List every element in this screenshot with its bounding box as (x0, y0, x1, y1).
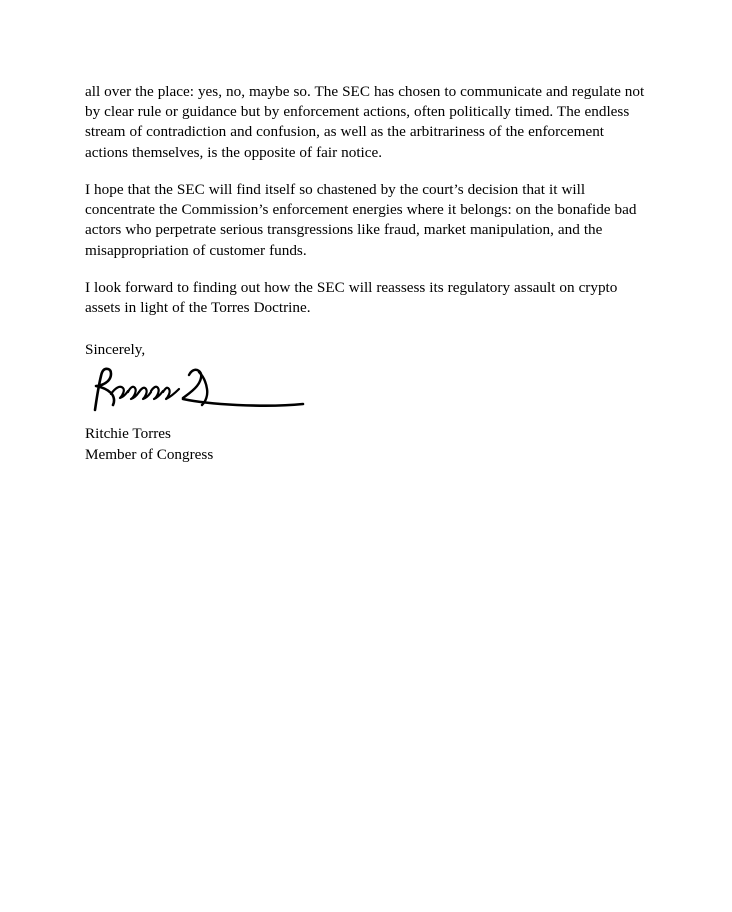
closing-salutation: Sincerely, (85, 341, 146, 359)
signer-title: Member of Congress (85, 445, 214, 463)
paragraph-2: I hope that the SEC will find itself so chastened by the court’s decision that it will concentrate the Commission’s enforcement energies where it belongs: on the bonafide bad actors who perpetrate serious transgressions like fraud, market manipulation, and the misappropriation of customer funds. (85, 180, 637, 259)
paragraph-3: I look forward to finding out how the SEC will reassess its regulatory assault on crypto assets in light of the Torres Doctrine. (85, 278, 618, 316)
letter-body (85, 82, 650, 465)
handwritten-signature-icon (87, 362, 347, 422)
signature-block (85, 362, 650, 424)
signer-name: Ritchie Torres (85, 425, 171, 443)
paragraph-1: all over the place: yes, no, maybe so. The SEC has chosen to communicate and regulate not by clear rule or guidance but by enforcement actions, often politically timed. The endless stream of contradiction and confusion, as well as the arbitrariness of the enforcement actions themselves, is the opposite of fair notice. (85, 83, 645, 161)
